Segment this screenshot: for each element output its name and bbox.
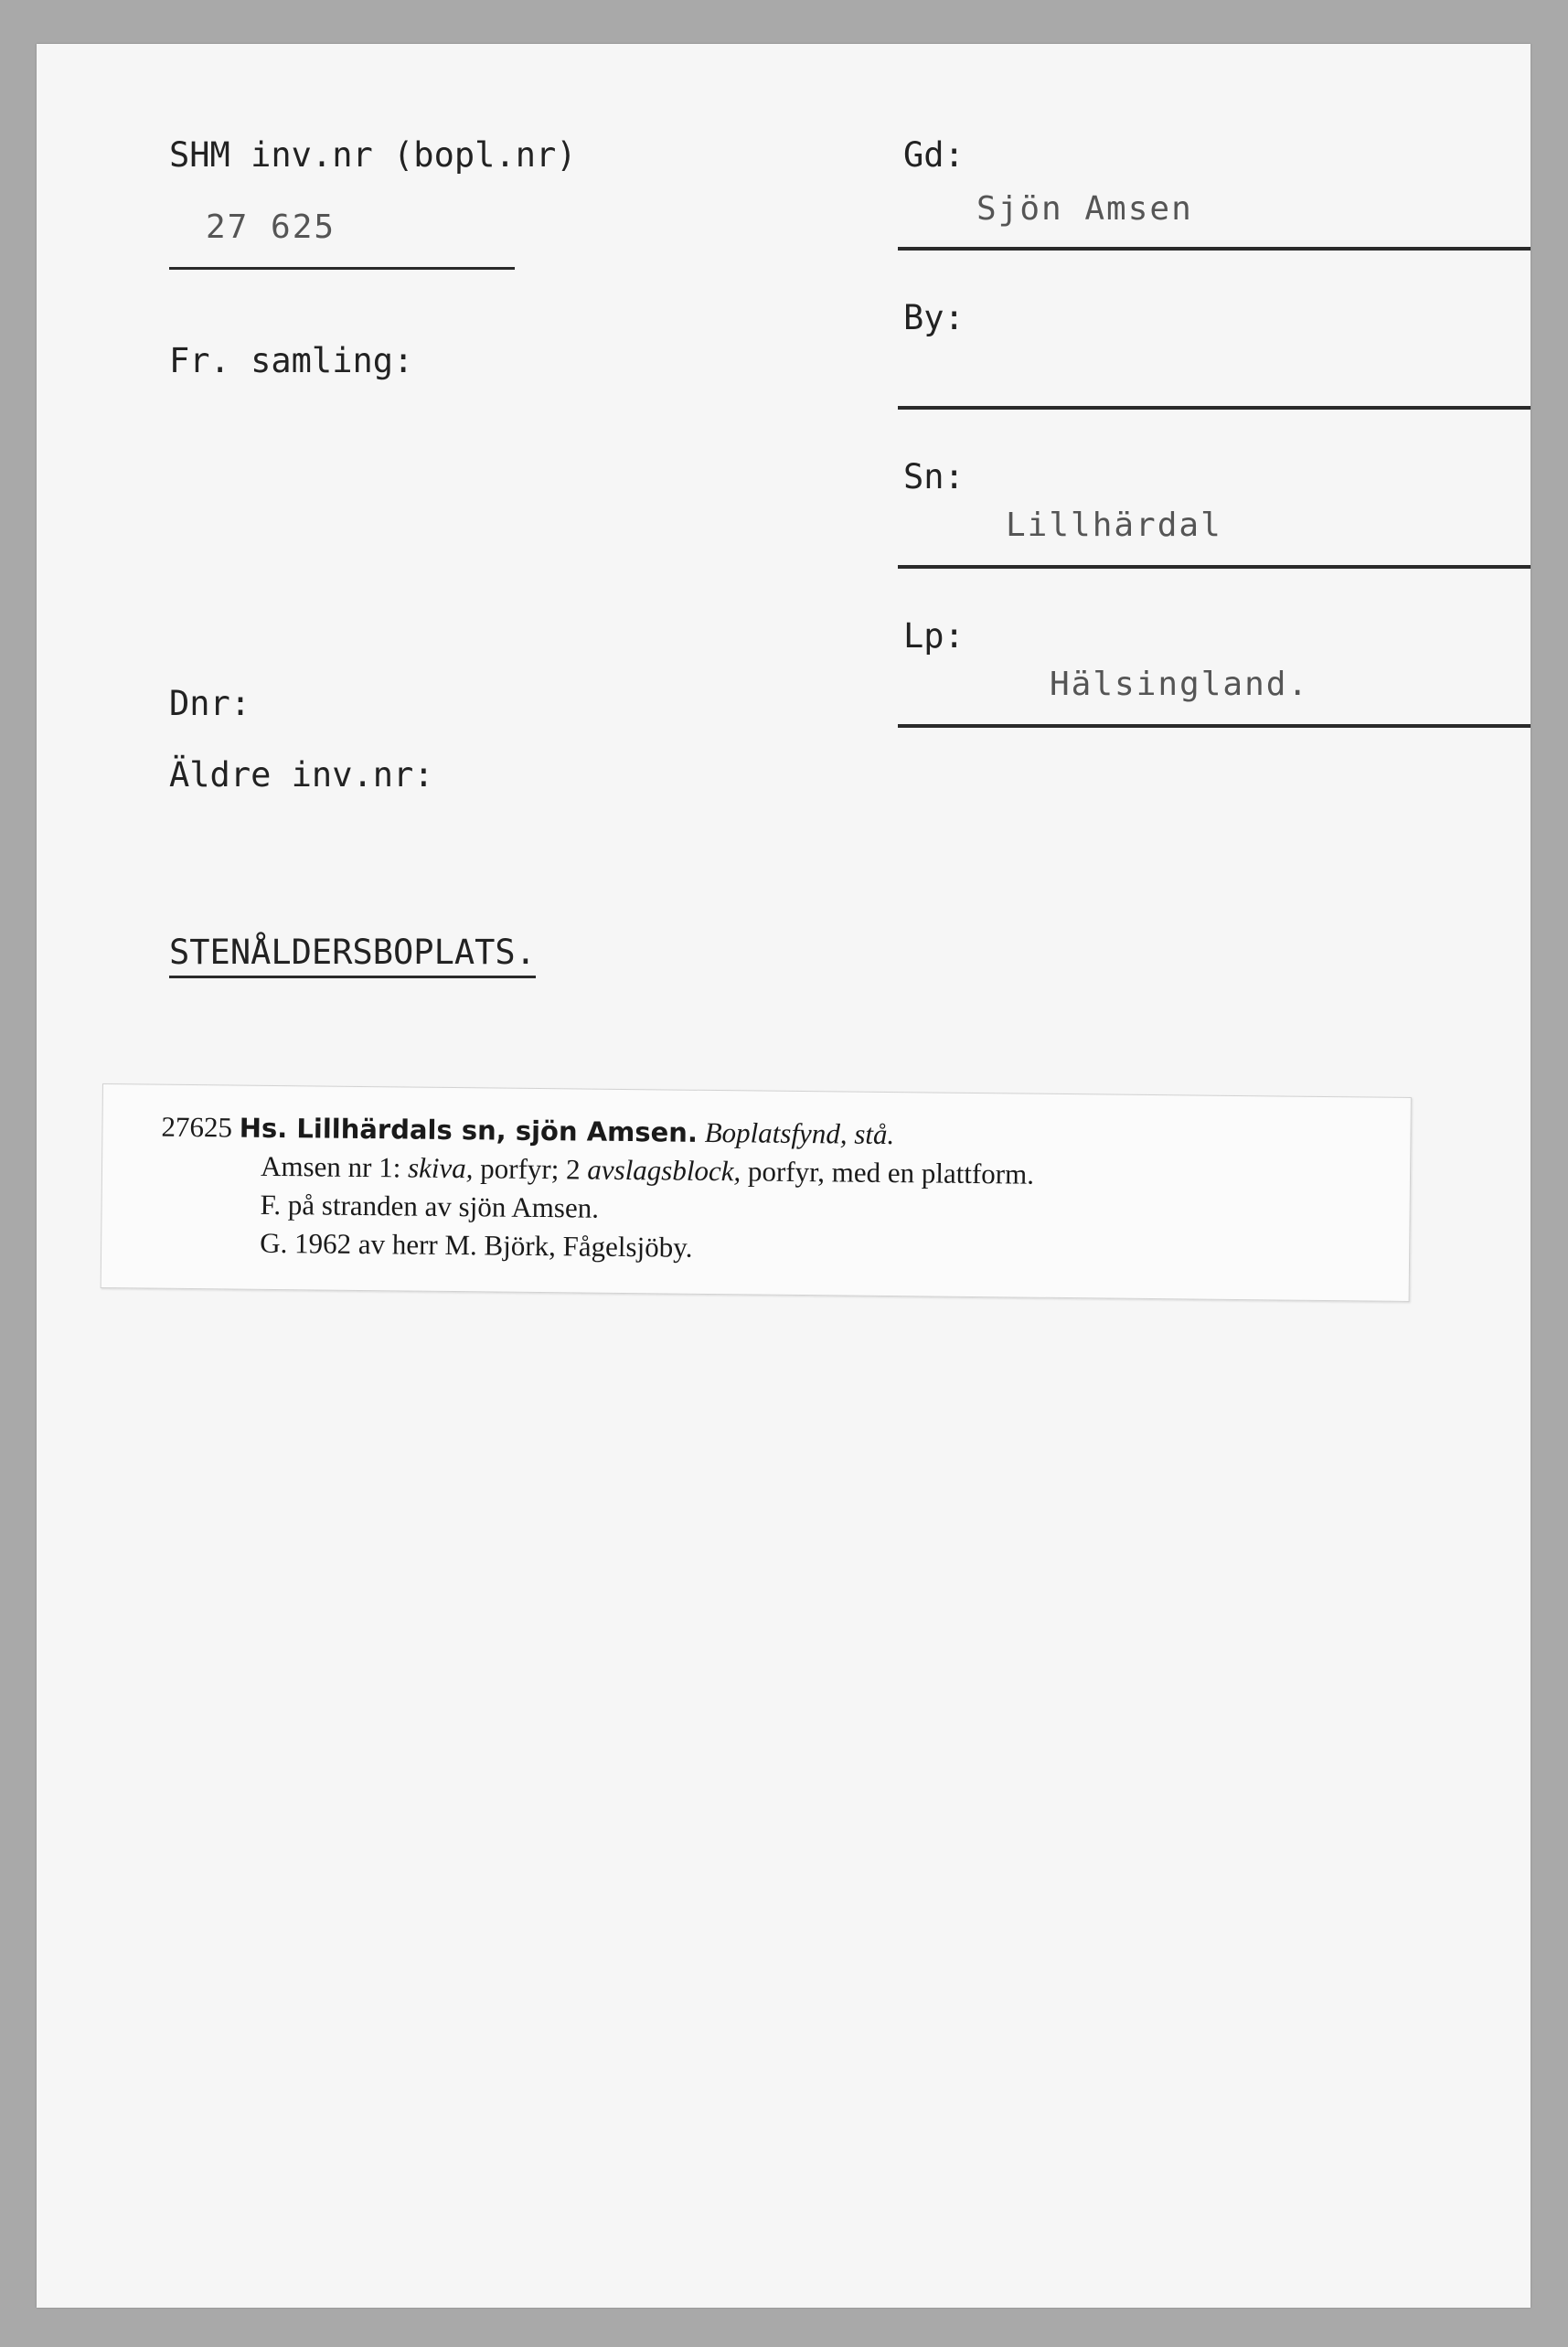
- slip-line-2-e: porfyr, med en plattform.: [747, 1155, 1035, 1190]
- sn-value: Lillhärdal: [1006, 507, 1222, 544]
- pasted-catalog-slip: [101, 1083, 1412, 1302]
- slip-number: 27625: [161, 1110, 233, 1144]
- inv-nr-value: 27 625: [206, 208, 336, 246]
- slip-line-2: [261, 1150, 1034, 1191]
- slip-line-2-b: skiva,: [407, 1151, 474, 1185]
- by-label: By:: [903, 298, 965, 337]
- slip-line-2-c: porfyr; 2: [480, 1152, 581, 1186]
- category-heading: STENÅLDERSBOPLATS.: [169, 933, 536, 978]
- slip-line-4: G. 1962 av herr M. Björk, Fågelsjöby.: [260, 1226, 693, 1264]
- aldre-inv-nr-label: Äldre inv.nr:: [169, 755, 434, 795]
- by-rule: [898, 406, 1531, 410]
- slip-line-2-d: avslagsblock,: [587, 1153, 741, 1188]
- lp-rule: [898, 724, 1531, 728]
- inv-nr-label: SHM inv.nr (bopl.nr): [169, 135, 577, 175]
- sn-label: Sn:: [903, 457, 965, 496]
- slip-line-3: F. på stranden av sjön Amsen.: [260, 1188, 600, 1224]
- gd-value: Sjön Amsen: [976, 190, 1193, 228]
- samling-label: Fr. samling:: [169, 341, 414, 380]
- dnr-label: Dnr:: [169, 684, 251, 723]
- sn-rule: [898, 565, 1531, 569]
- slip-heading-italic: Boplatsfynd, stå.: [704, 1115, 895, 1151]
- slip-line-2-a: Amsen nr 1:: [260, 1149, 401, 1184]
- slip-heading-line: [161, 1111, 894, 1151]
- gd-rule: [898, 247, 1531, 251]
- slip-heading-bold: Hs. Lillhärdals sn, sjön Amsen.: [239, 1112, 699, 1148]
- lp-label: Lp:: [903, 616, 965, 656]
- lp-value: Hälsingland.: [1050, 666, 1310, 703]
- inv-nr-rule: [169, 267, 515, 270]
- gd-label: Gd:: [903, 135, 965, 175]
